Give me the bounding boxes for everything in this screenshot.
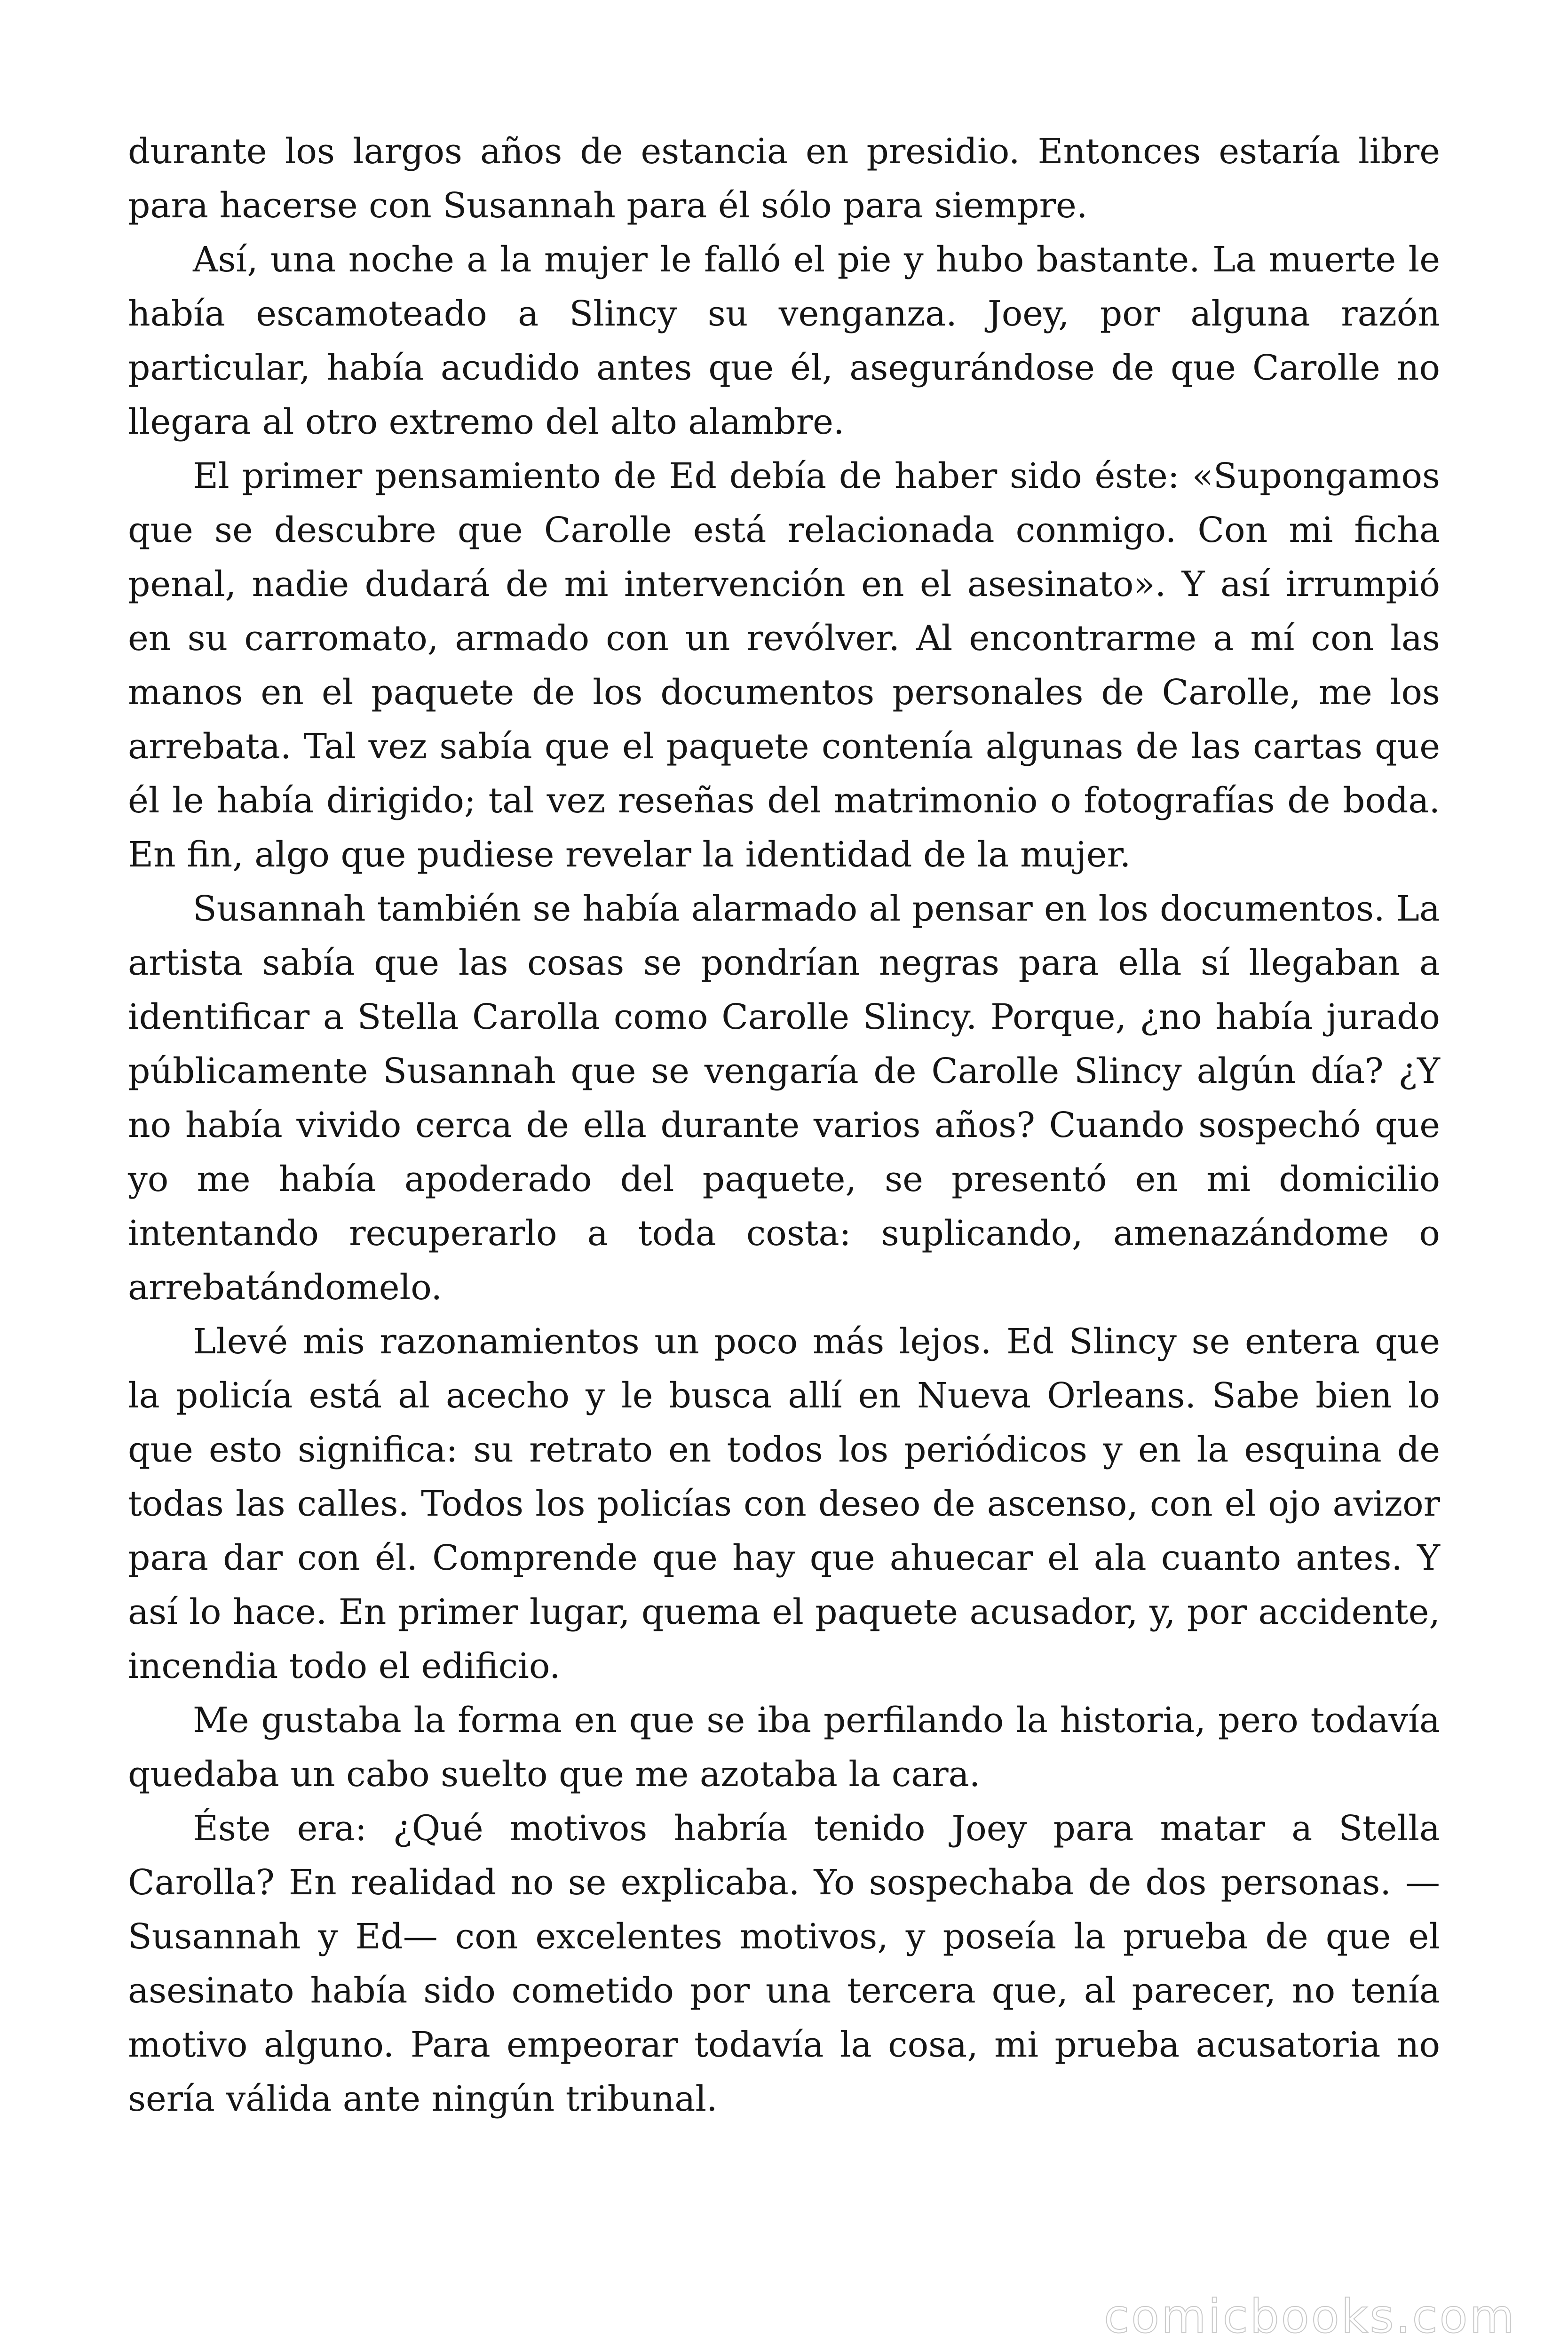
paragraph: El primer pensamiento de Ed debía de haber sido éste: «Supongamos que se descubre que Carolle está relacionada conmigo. Con mi ficha penal, nadie dudará de mi intervención en el asesinato». Y así irrumpió en su carromato, armado con un revólver. Al encontrarme a mí con las manos en el paquete de los documentos personales de Carolle, me los arrebata. Tal vez sabía que el paquete contenía algunas de las cartas que él le había dirigido; tal vez reseñas del matrimonio o fotografías de boda. En fin, algo que pudiese revelar la identidad de la mujer. [128, 456, 1440, 875]
body-text [128, 125, 1440, 2126]
paragraph: Así, una noche a la mujer le falló el pie y hubo bastante. La muerte le había escamoteado a Slincy su venganza. Joey, por alguna razón particular, había acudido antes que él, asegurándose de que Carolle no llegara al otro extremo del alto alambre. [128, 239, 1440, 442]
watermark: comicbooks.com [1104, 2290, 1516, 2344]
paragraph: Me gustaba la forma en que se iba perfilando la historia, pero todavía quedaba un cabo suelto que me azotaba la cara. [128, 1700, 1440, 1795]
paragraph: Llevé mis razonamientos un poco más lejos. Ed Slincy se entera que la policía está al acecho y le busca allí en Nueva Orleans. Sabe bien lo que esto significa: su retrato en todos los periódicos y en la esquina de todas las calles. Todos los policías con deseo de ascenso, con el ojo avizor para dar con él. Comprende que hay que ahuecar el ala cuanto antes. Y así lo hace. En primer lugar, quema el paquete acusador, y, por accidente, incendia todo el edificio. [128, 1321, 1440, 1686]
paragraph: Éste era: ¿Qué motivos habría tenido Joey para matar a Stella Carolla? En realidad no se explicaba. Yo sospechaba de dos personas. —Susannah y Ed— con excelentes motivos, y poseía la prueba de que el asesinato había sido cometido por una tercera que, al parecer, no tenía motivo alguno. Para empeorar todavía la cosa, mi prueba acusatoria no sería válida ante ningún tribunal. [128, 1808, 1440, 2119]
paragraph: Susannah también se había alarmado al pensar en los documentos. La artista sabía que las cosas se pondrían negras para ella sí llegaban a identificar a Stella Carolla como Carolle Slincy. Porque, ¿no había jurado públicamente Susannah que se vengaría de Carolle Slincy algún día? ¿Y no había vivido cerca de ella durante varios años? Cuando sospechó que yo me había apoderado del paquete, se presentó en mi domicilio intentando recuperarlo a toda costa: suplicando, amenazándome o arrebatándomelo. [128, 889, 1440, 1308]
paragraph: durante los largos años de estancia en presidio. Entonces estaría libre para hacerse con Susannah para él sólo para siempre. [128, 131, 1440, 226]
